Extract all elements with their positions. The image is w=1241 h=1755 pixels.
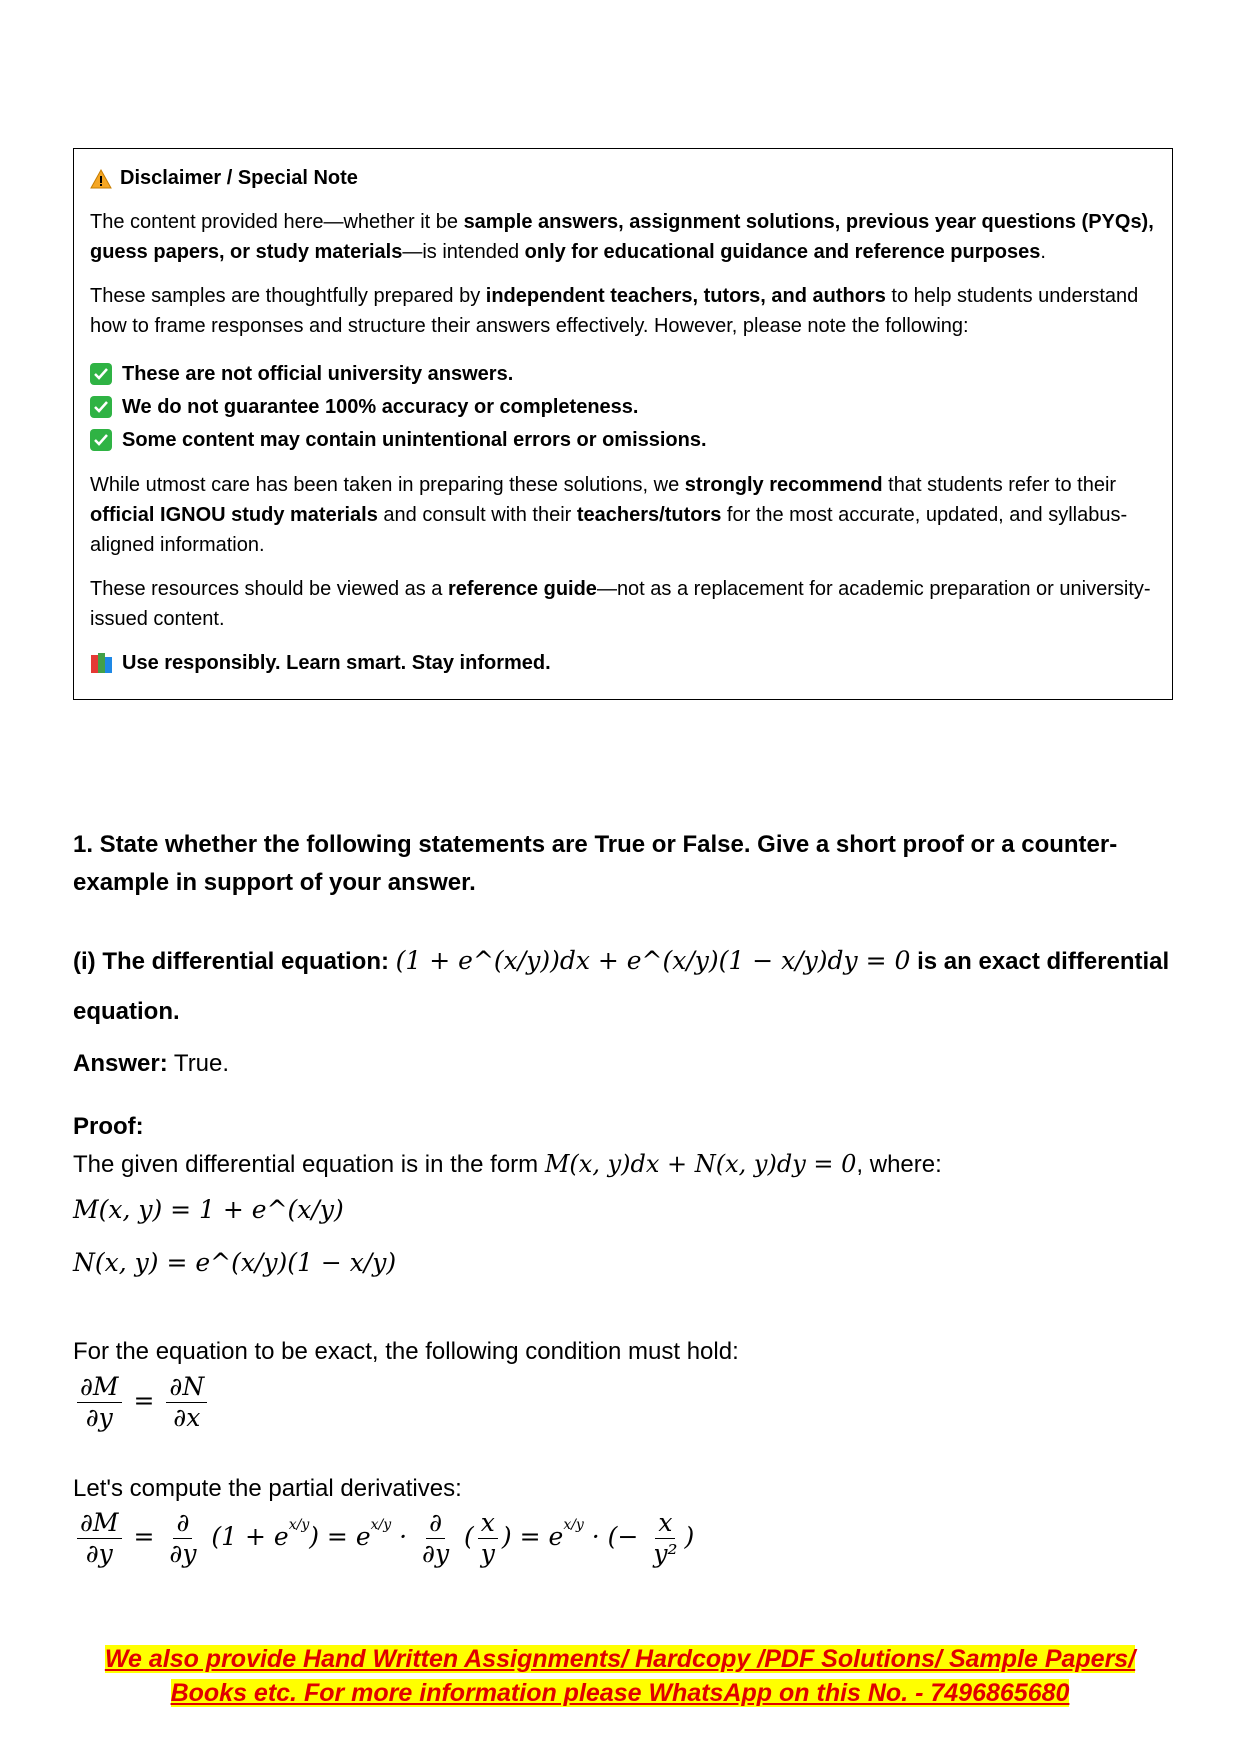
disclaimer-title: Disclaimer / Special Note [120,167,358,189]
exactness-condition: $\frac{\partial M}{\partial y}$ = $\frac{\partial N}{\partial x}$ [73,1372,211,1433]
check-list [90,357,1156,456]
m-definition: M(x, y) = 1 + e^(x/y) [73,1195,344,1224]
question-part-i: (i) The differential equation: (1 + e^(x/y))dx + e^(x/y)(1 − x/y)dy = 0 is an exact differential equation. [73,946,1170,1025]
check-icon [90,396,112,418]
books-icon [90,652,114,674]
partial-derivative-equation: $\frac{\partial M}{\partial y}$ = $\frac{\partial}{\partial y}$ $(1 + e^{x/y}) = e^{x/y}$ · $\frac{\partial}{\partial y}$ ( $\frac{x}{y}$ ) = $e^{x/y}$ · (− $\frac{x}{\text{y²}}$ ) [73,1508,694,1569]
disclaimer-paragraph-3: While utmost care has been taken in preparing these solutions, we strongly recommend that students refer to their official IGNOU study materials and consult with their teachers/tutors for the most accurate, updated, and syllabus-aligned information. [90,474,1128,556]
list-item: These are not official university answers. [90,357,1156,390]
list-item: We do not guarantee 100% accuracy or completeness. [90,390,1156,423]
promo-banner [100,1642,1140,1710]
promo-line-2: Books etc. For more information please WhatsApp on this No. - 7496865680 [170,1679,1070,1707]
disclaimer-title-row [90,163,1156,193]
part-i-equation: (1 + e^(x/y))dx + e^(x/y)(1 − x/y)dy = 0 [395,946,911,975]
proof-title: Proof: [73,1113,144,1140]
promo-line-1: We also provide Hand Written Assignments/ Hardcopy /PDF Solutions/ Sample Papers/ [104,1645,1136,1673]
n-definition: N(x, y) = e^(x/y)(1 − x/y) [73,1248,397,1277]
question-heading: 1. State whether the following statements are True or False. Give a short proof or a counter-example in support of your answer. [73,831,1118,896]
answer-line: Answer: True. [73,1050,230,1077]
check-icon [90,363,112,385]
proof-intro: The given differential equation is in the form M(x, y)dx + N(x, y)dy = 0, where: [73,1150,942,1178]
disclaimer-paragraph-1: The content provided here—whether it be sample answers, assignment solutions, previous year questions (PYQs), guess papers, or study materials—is intended only for educational guidance and reference purposes. [90,211,1154,263]
disclaimer-paragraph-2: These samples are thoughtfully prepared by independent teachers, tutors, and authors to help students understand how to frame responses and structure their answers effectively. However, please note the following: [90,285,1139,337]
check-icon [90,429,112,451]
condition-text: For the equation to be exact, the following condition must hold: [73,1338,739,1365]
disclaimer-box [73,148,1173,700]
disclaimer-footer: Use responsibly. Learn smart. Stay informed. [90,648,1156,678]
compute-text: Let's compute the partial derivatives: [73,1475,462,1502]
list-item: Some content may contain unintentional errors or omissions. [90,423,1156,456]
disclaimer-paragraph-4: These resources should be viewed as a reference guide—not as a replacement for academic preparation or university-issued content. [90,578,1151,630]
warning-icon [90,168,112,188]
